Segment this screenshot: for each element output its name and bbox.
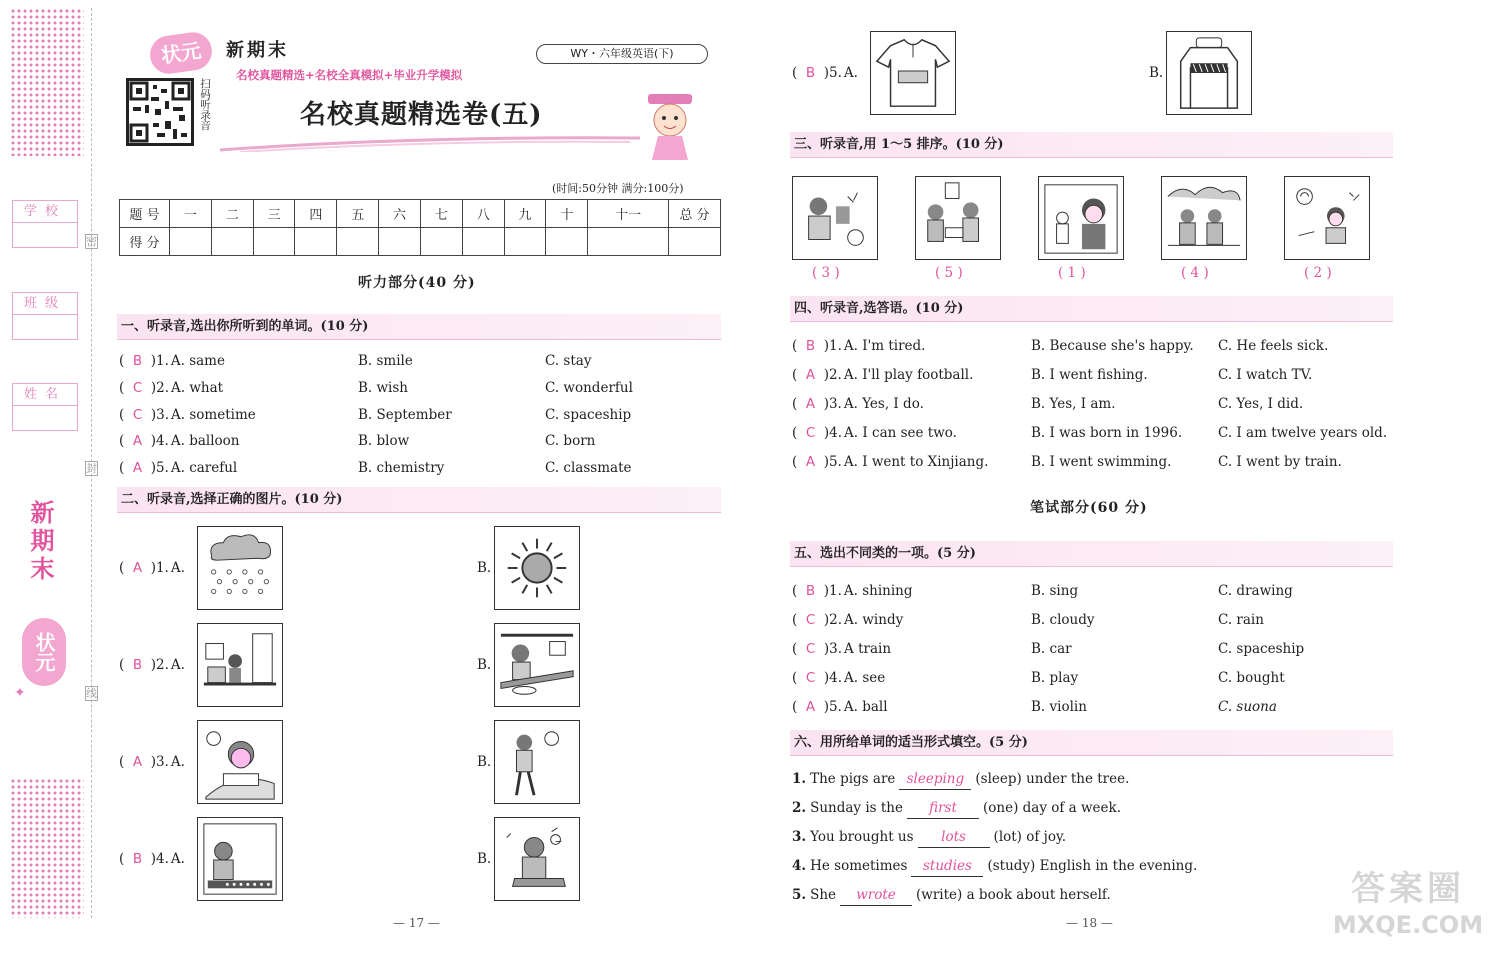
question-number: 5.: [828, 454, 842, 470]
fill-blank-answer[interactable]: sleeping: [899, 769, 971, 790]
fill-blank-answer[interactable]: studies: [911, 856, 983, 877]
option-c: C. bought: [1218, 670, 1285, 686]
ordering-picture: [915, 176, 1001, 260]
decorative-dot-band-bottom: [10, 778, 84, 918]
binding-mark-xian: 线: [86, 687, 97, 700]
s5-row: [792, 639, 891, 659]
question-number: 5.: [828, 65, 842, 81]
question-number: 3.: [792, 829, 807, 845]
answer-letter: B: [805, 583, 816, 599]
answer-paren: (: [792, 367, 806, 383]
answer-paren-close: ): [815, 641, 830, 657]
option-b: B. wish: [358, 379, 408, 396]
ordering-picture: [1161, 176, 1247, 260]
question-number: 1.: [828, 338, 842, 354]
sentence-post: (study) English in the evening.: [987, 858, 1198, 874]
sun-picture: [494, 526, 580, 610]
option-a: A. windy: [844, 612, 904, 628]
option-a: A. I can see two.: [844, 425, 957, 441]
answer-paren: (: [119, 353, 133, 369]
ordering-answer: ( 5 ): [935, 265, 963, 281]
sentence-pre: The pigs are: [810, 771, 896, 787]
ordering-picture: [1038, 176, 1124, 260]
option-b: B. smile: [358, 353, 413, 369]
question-number: 2.: [155, 657, 169, 673]
question-number: 3.: [155, 754, 169, 770]
s1-row: [119, 378, 223, 398]
option-a-label: A.: [170, 851, 185, 867]
answer-paren-close: ): [142, 460, 156, 477]
ordering-picture: [1284, 176, 1370, 260]
question-number: 1.: [155, 353, 169, 369]
s6-row: [792, 885, 1111, 905]
section3-title: 三、听录音,用 1～5 排序。(10 分): [790, 132, 1393, 158]
answer-paren: (: [792, 425, 806, 441]
answer-paren: (: [119, 560, 133, 576]
s6-row: [792, 856, 1197, 876]
s6-row: [792, 769, 1129, 789]
binding-mark-feng: 封: [86, 462, 97, 475]
question-number: 4.: [829, 670, 843, 686]
option-b-label: B.: [477, 657, 492, 673]
answer-paren: (: [119, 433, 133, 450]
option-c: C. wonderful: [545, 379, 633, 396]
sparkle-icon: ✦: [14, 685, 26, 701]
question-number: 2.: [829, 612, 843, 628]
watermark-bottom-text: MXQE.COM: [1332, 911, 1484, 939]
answer-paren: (: [792, 583, 806, 599]
option-c: C. spaceship: [545, 406, 632, 423]
answer-paren-close: ): [815, 65, 829, 81]
watermark-logo: [1322, 868, 1494, 952]
option-b: B. I was born in 1996.: [1031, 425, 1183, 441]
option-c: C. suona: [1218, 699, 1277, 715]
option-b: B. chemistry: [358, 460, 445, 477]
answer-paren: (: [792, 670, 806, 686]
question-number: 3.: [828, 396, 842, 412]
answer-letter: C: [805, 670, 816, 686]
option-a-label: A.: [170, 560, 185, 576]
subtitle: 名校真题精选+名校全真模拟+毕业升学模拟: [236, 68, 463, 82]
question-number: 2.: [828, 367, 842, 383]
option-c: C. Yes, I did.: [1218, 396, 1304, 412]
score-cell: 七: [420, 200, 462, 228]
s2-row: [119, 752, 185, 772]
option-a-label: A.: [843, 65, 858, 81]
score-cell: 十一: [588, 200, 669, 228]
sentence-post: (sleep) under the tree.: [975, 771, 1130, 787]
option-c: C. born: [545, 433, 596, 450]
t-shirt-picture: [870, 31, 956, 115]
sentence-post: (one) day of a week.: [983, 800, 1122, 816]
sentence-post: (write) a book about herself.: [916, 887, 1111, 903]
score-cell: 四: [295, 200, 337, 228]
answer-letter: C: [805, 612, 816, 628]
option-a: A. shining: [843, 583, 913, 599]
qr-code: [126, 78, 194, 146]
answer-letter: B: [132, 657, 143, 673]
option-b-label: B.: [477, 754, 492, 770]
question-number: 4.: [155, 433, 169, 450]
sentence-pre: She: [810, 887, 837, 903]
option-b: B. blow: [358, 433, 410, 450]
answer-letter: A: [805, 367, 816, 383]
answer-letter: A: [805, 699, 816, 715]
s1-row: [119, 431, 239, 451]
answer-paren-close: ): [815, 699, 829, 715]
snow-cloud-picture: [197, 526, 283, 610]
sentence-pre: He sometimes: [810, 858, 908, 874]
s2-row: [119, 849, 185, 869]
option-b: B. Yes, I am.: [1031, 396, 1116, 412]
s2-row: [119, 655, 185, 675]
score-table-score-row: [120, 228, 721, 256]
option-a: A. ball: [843, 699, 888, 715]
answer-letter: B: [132, 353, 143, 369]
answer-paren-close: ): [815, 670, 830, 686]
section2-title: 二、听录音,选择正确的图片。(10 分): [117, 487, 721, 513]
score-cell: 题 号: [120, 200, 170, 228]
question-number: 2.: [156, 379, 170, 396]
school-label: 学校: [13, 201, 77, 223]
question-number: 5.: [828, 699, 842, 715]
score-cell: 十: [546, 200, 588, 228]
option-b: B. September: [358, 406, 452, 423]
option-a: A train: [844, 641, 892, 657]
score-cell: 五: [337, 200, 379, 228]
girl-room-picture: [197, 623, 283, 707]
s6-row: [792, 798, 1121, 818]
section4-title: 四、听录音,选答语。(10 分): [790, 296, 1393, 322]
answer-paren: (: [119, 851, 133, 867]
question-number: 4.: [155, 851, 169, 867]
question-number: 3.: [156, 406, 170, 423]
sentence-post: (lot) of joy.: [993, 829, 1067, 845]
vertical-brand: 新期末: [26, 500, 54, 584]
option-b: B. I went swimming.: [1031, 454, 1172, 470]
answer-paren-close: ): [142, 560, 156, 576]
answer-paren-close: ): [142, 433, 156, 450]
s5-row: [792, 668, 885, 688]
s5-row: [792, 610, 903, 630]
option-c: C. stay: [545, 353, 592, 369]
s2-row: [792, 63, 858, 83]
binding-mark-mi: 密: [86, 235, 97, 248]
qr-hint: 扫码听录音: [199, 78, 211, 131]
s4-row: [792, 365, 973, 385]
page-number-right: — 18 —: [1066, 916, 1113, 930]
time-info: (时间:50分钟 满分:100分): [552, 182, 684, 195]
answer-letter: A: [132, 560, 143, 576]
option-c: C. I watch TV.: [1218, 367, 1313, 383]
answer-paren-close: ): [142, 353, 156, 369]
name-label: 姓名: [13, 384, 77, 406]
section6-title: 六、用所给单词的适当形式填空。(5 分): [790, 730, 1393, 756]
option-b-label: B.: [477, 851, 492, 867]
boy-sleeping-picture: [197, 720, 283, 804]
option-a-label: A.: [170, 657, 185, 673]
answer-paren-close: ): [142, 379, 157, 396]
option-a-label: A.: [170, 754, 185, 770]
option-b: B. car: [1031, 641, 1072, 657]
sweater-picture: [1166, 31, 1252, 115]
s2-row: [119, 558, 185, 578]
answer-paren-close: ): [815, 367, 829, 383]
question-number: 1.: [155, 560, 169, 576]
answer-paren-close: ): [142, 406, 157, 423]
section5-title: 五、选出不同类的一项。(5 分): [790, 541, 1393, 567]
s4-row: [792, 394, 924, 414]
option-a: A. I'm tired.: [843, 338, 926, 354]
score-table: [119, 199, 721, 256]
score-cell: 二: [211, 200, 253, 228]
answer-paren: (: [119, 754, 133, 770]
s5-row: [792, 697, 888, 717]
fill-blank-answer[interactable]: first: [907, 798, 979, 819]
option-b: B. I went fishing.: [1031, 367, 1148, 383]
answer-letter: A: [805, 454, 816, 470]
score-cell: 六: [379, 200, 421, 228]
class-field: [12, 292, 78, 340]
answer-letter: C: [805, 641, 816, 657]
answer-letter: A: [132, 460, 143, 477]
s5-row: [792, 581, 913, 601]
option-a: A. sometime: [171, 406, 256, 423]
question-number: 2.: [792, 800, 807, 816]
answer-paren-close: ): [142, 851, 156, 867]
option-c: C. I went by train.: [1218, 454, 1342, 470]
answer-paren-close: ): [815, 425, 830, 441]
answer-paren: (: [119, 460, 133, 477]
ordering-answer: ( 2 ): [1304, 265, 1332, 281]
question-number: 4.: [792, 858, 807, 874]
option-b-label: B.: [477, 560, 492, 576]
listening-part-title: 听力部分(40 分): [358, 275, 476, 291]
question-number: 3.: [829, 641, 843, 657]
page-number-left: — 17 —: [393, 916, 440, 930]
option-b: B. sing: [1031, 583, 1079, 599]
s4-row: [792, 423, 957, 443]
answer-paren: (: [792, 454, 806, 470]
score-row-label: 得 分: [120, 228, 170, 256]
ordering-answer: ( 1 ): [1058, 265, 1086, 281]
answer-letter: B: [132, 851, 143, 867]
answer-paren: (: [119, 379, 133, 396]
answer-letter: C: [132, 406, 143, 423]
option-a: A. careful: [170, 460, 238, 477]
school-field: [12, 200, 78, 248]
answer-paren: (: [119, 657, 133, 673]
ordering-answer: ( 3 ): [812, 265, 840, 281]
option-b-label: B.: [1149, 65, 1164, 81]
s4-row: [792, 452, 988, 472]
question-number: 4.: [829, 425, 843, 441]
question-number: 5.: [155, 460, 169, 477]
answer-letter: A: [132, 433, 143, 450]
fill-blank-answer[interactable]: lots: [918, 827, 990, 848]
option-c: C. drawing: [1218, 583, 1293, 599]
option-a: A. I'll play football.: [843, 367, 974, 383]
boy-walking-picture: [494, 720, 580, 804]
scholar-mascot-icon: [634, 90, 706, 162]
option-c: C. He feels sick.: [1218, 338, 1329, 354]
answer-paren: (: [792, 65, 806, 81]
man-tired-picture: [494, 817, 580, 901]
logo-badge: 状元: [148, 30, 215, 76]
score-cell: 总 分: [669, 200, 721, 228]
class-label: 班级: [13, 293, 77, 315]
title-swoosh: [220, 132, 640, 152]
s6-row: [792, 827, 1066, 847]
option-a: A. what: [171, 379, 224, 396]
option-a: A. balloon: [170, 433, 240, 450]
score-cell: 九: [504, 200, 546, 228]
question-number: 1.: [792, 771, 807, 787]
answer-paren-close: ): [142, 754, 156, 770]
section1-title: 一、听录音,选出你所听到的单词。(10 分): [117, 314, 721, 340]
option-c: C. I am twelve years old.: [1218, 425, 1388, 441]
answer-letter: B: [805, 65, 816, 81]
ordering-picture: [792, 176, 878, 260]
question-number: 1.: [828, 583, 842, 599]
answer-letter: B: [805, 338, 816, 354]
answer-paren-close: ): [142, 657, 156, 673]
sentence-pre: You brought us: [810, 829, 914, 845]
option-c: C. spaceship: [1218, 641, 1305, 657]
answer-paren-close: ): [815, 396, 829, 412]
option-b: B. violin: [1031, 699, 1087, 715]
s4-row: [792, 336, 925, 356]
name-field: [12, 383, 78, 431]
option-a: A. I went to Xinjiang.: [843, 454, 989, 470]
score-table-header-row: [120, 200, 721, 228]
option-c: C. classmate: [545, 460, 632, 477]
answer-paren: (: [792, 699, 806, 715]
boy-eating-picture: [494, 623, 580, 707]
option-b: B. cloudy: [1031, 612, 1095, 628]
option-c: C. rain: [1218, 612, 1264, 628]
fill-blank-answer[interactable]: wrote: [840, 885, 912, 906]
answer-letter: A: [132, 754, 143, 770]
answer-paren: (: [792, 612, 806, 628]
exam-title: 名校真题精选卷(五): [300, 100, 543, 130]
s1-row: [119, 458, 237, 478]
s1-row: [119, 405, 256, 425]
score-cell: 八: [462, 200, 504, 228]
answer-paren: (: [792, 641, 806, 657]
vertical-logo-badge: 状元: [22, 618, 66, 686]
sentence-pre: Sunday is the: [810, 800, 903, 816]
watermark-top-text: 答案圈: [1351, 869, 1465, 909]
answer-letter: A: [805, 396, 816, 412]
decorative-dot-band-top: [10, 8, 84, 156]
question-number: 5.: [792, 887, 807, 903]
answer-letter: C: [132, 379, 143, 396]
answer-paren-close: ): [815, 612, 830, 628]
answer-letter: C: [805, 425, 816, 441]
option-b: B. play: [1031, 670, 1079, 686]
answer-paren-close: ): [815, 454, 829, 470]
ordering-answer: ( 4 ): [1181, 265, 1209, 281]
score-cell: 三: [253, 200, 295, 228]
answer-paren-close: ): [815, 583, 829, 599]
option-a: A. see: [844, 670, 886, 686]
series-name: 新期末: [226, 40, 289, 61]
writing-part-title: 笔试部分(60 分): [1030, 500, 1148, 516]
answer-paren: (: [119, 406, 133, 423]
answer-paren: (: [792, 338, 806, 354]
man-piano-picture: [197, 817, 283, 901]
grade-tag: WY・六年级英语(下): [536, 44, 708, 64]
answer-paren: (: [792, 396, 806, 412]
s1-row: [119, 351, 225, 371]
option-a: A. Yes, I do.: [843, 396, 924, 412]
score-cell: 一: [170, 200, 212, 228]
answer-paren-close: ): [815, 338, 829, 354]
option-b: B. Because she's happy.: [1031, 338, 1194, 354]
option-a: A. same: [170, 353, 225, 369]
